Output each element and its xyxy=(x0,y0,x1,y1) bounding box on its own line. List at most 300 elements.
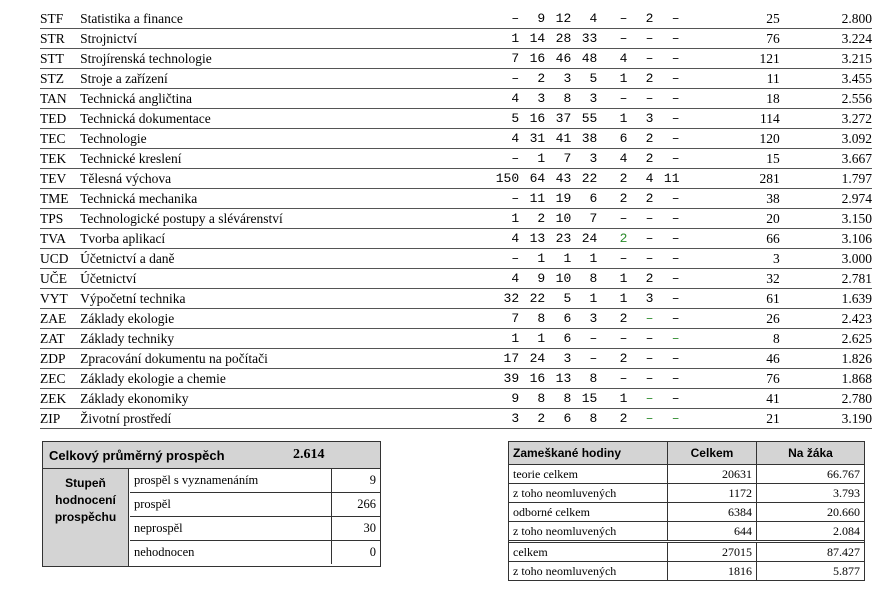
absences-row xyxy=(509,542,864,562)
absences-label: odborné celkem xyxy=(509,503,668,522)
grade-count: 9 xyxy=(481,389,519,409)
subject-average: 3.092 xyxy=(780,129,872,149)
subject-total: 26 xyxy=(680,309,780,329)
grade-count: – xyxy=(627,389,653,409)
grade-count: 10 xyxy=(545,269,571,289)
grade-count: – xyxy=(627,309,653,329)
grade-count: 1 xyxy=(519,329,545,349)
grade-count: 2 xyxy=(519,209,545,229)
overall-grade-header xyxy=(43,442,380,469)
grade-count: – xyxy=(627,89,653,109)
subject-total: 32 xyxy=(680,269,780,289)
grade-count: – xyxy=(653,189,679,209)
grade-count: 2 xyxy=(597,309,627,329)
absences-row xyxy=(509,465,864,484)
subject-row xyxy=(40,369,872,389)
grade-count: 2 xyxy=(597,229,627,249)
grade-count: 8 xyxy=(545,389,571,409)
grade-count: 4 xyxy=(481,229,519,249)
grade-level-label-line: hodnocení xyxy=(55,493,116,507)
grade-count: 2 xyxy=(627,149,653,169)
subject-code: ZAE xyxy=(40,309,80,329)
absences-per-student: 87.427 xyxy=(757,542,865,562)
grade-count: 8 xyxy=(519,389,545,409)
grade-count: 11 xyxy=(653,169,679,189)
grade-count: 37 xyxy=(545,109,571,129)
absences-header-per: Na žáka xyxy=(757,442,865,465)
subject-row xyxy=(40,49,872,69)
subject-average: 2.781 xyxy=(780,269,872,289)
absences-per-student: 2.084 xyxy=(757,522,865,542)
grade-count: 2 xyxy=(597,169,627,189)
grade-count: 16 xyxy=(519,49,545,69)
absences-per-student: 20.660 xyxy=(757,503,865,522)
subject-average: 1.826 xyxy=(780,349,872,369)
grade-count: – xyxy=(597,249,627,269)
grade-count: – xyxy=(653,289,679,309)
grade-count: 9 xyxy=(519,269,545,289)
subject-name: Základy techniky xyxy=(80,329,481,349)
grade-count: 22 xyxy=(519,289,545,309)
subject-code: VYT xyxy=(40,289,80,309)
grade-count: – xyxy=(597,9,627,29)
subject-average: 1.868 xyxy=(780,369,872,389)
subject-name: Základy ekologie a chemie xyxy=(80,369,481,389)
grade-count: – xyxy=(653,229,679,249)
subject-name: Základy ekonomiky xyxy=(80,389,481,409)
absences-total: 20631 xyxy=(668,465,757,484)
subject-name: Technická angličtina xyxy=(80,89,481,109)
grade-count: – xyxy=(627,409,653,429)
subject-name: Technická mechanika xyxy=(80,189,481,209)
subject-average: 2.974 xyxy=(780,189,872,209)
grade-count: – xyxy=(653,269,679,289)
subject-row xyxy=(40,29,872,49)
grade-count: 7 xyxy=(571,209,597,229)
grade-count: 10 xyxy=(545,209,571,229)
grade-count: 4 xyxy=(627,169,653,189)
subject-code: TAN xyxy=(40,89,80,109)
grade-count: – xyxy=(597,29,627,49)
subject-row xyxy=(40,169,872,189)
grade-count: 2 xyxy=(627,129,653,149)
grade-count: 28 xyxy=(545,29,571,49)
absences-per-student: 5.877 xyxy=(757,562,865,581)
grade-count: – xyxy=(571,349,597,369)
subject-average: 3.667 xyxy=(780,149,872,169)
subject-row xyxy=(40,69,872,89)
subject-total: 15 xyxy=(680,149,780,169)
grade-count: 3 xyxy=(571,309,597,329)
grade-count: 1 xyxy=(481,209,519,229)
grade-count: 3 xyxy=(627,289,653,309)
grade-level-label-line: Stupeň xyxy=(65,476,106,490)
subject-name: Technické kreslení xyxy=(80,149,481,169)
grade-level-row xyxy=(130,517,380,541)
subjects-table xyxy=(40,9,872,429)
subject-total: 66 xyxy=(680,229,780,249)
grade-level-label-line: prospěchu xyxy=(54,510,117,524)
subject-code: TEK xyxy=(40,149,80,169)
grade-count: 7 xyxy=(545,149,571,169)
grade-count: – xyxy=(653,129,679,149)
subject-average: 2.625 xyxy=(780,329,872,349)
subject-average: 3.150 xyxy=(780,209,872,229)
subject-average: 2.556 xyxy=(780,89,872,109)
grade-level-label xyxy=(43,469,129,566)
grade-count: 31 xyxy=(519,129,545,149)
grade-level-count: 9 xyxy=(332,469,381,493)
grade-count: 19 xyxy=(545,189,571,209)
grade-count: – xyxy=(653,29,679,49)
grade-count: 8 xyxy=(571,409,597,429)
grade-count: 4 xyxy=(481,89,519,109)
grade-count: 5 xyxy=(571,69,597,89)
grade-count: – xyxy=(653,49,679,69)
grade-count: 4 xyxy=(597,49,627,69)
grade-count: 6 xyxy=(545,409,571,429)
grade-count: – xyxy=(627,329,653,349)
grade-count: 1 xyxy=(481,29,519,49)
subject-code: ZEK xyxy=(40,389,80,409)
absences-total: 1816 xyxy=(668,562,757,581)
grade-count: 12 xyxy=(545,9,571,29)
grade-count: 7 xyxy=(481,49,519,69)
subject-total: 20 xyxy=(680,209,780,229)
grade-count: 13 xyxy=(519,229,545,249)
grade-count: 3 xyxy=(571,89,597,109)
subject-total: 114 xyxy=(680,109,780,129)
grade-count: 1 xyxy=(597,69,627,89)
grade-count: 3 xyxy=(481,409,519,429)
subject-name: Základy ekologie xyxy=(80,309,481,329)
absences-row xyxy=(509,484,864,503)
subject-name: Technická dokumentace xyxy=(80,109,481,129)
absences-box xyxy=(508,441,865,581)
grade-count: 1 xyxy=(545,249,571,269)
grade-count: 7 xyxy=(481,309,519,329)
subject-average: 3.224 xyxy=(780,29,872,49)
absences-per-student: 66.767 xyxy=(757,465,865,484)
subject-row xyxy=(40,309,872,329)
grade-count: 17 xyxy=(481,349,519,369)
subject-total: 3 xyxy=(680,249,780,269)
subject-total: 21 xyxy=(680,409,780,429)
grade-count: – xyxy=(653,69,679,89)
grade-count: – xyxy=(653,369,679,389)
grade-level-count: 30 xyxy=(332,517,381,541)
grade-count: 1 xyxy=(597,109,627,129)
grade-count: – xyxy=(653,249,679,269)
grade-count: – xyxy=(627,49,653,69)
subject-code: STT xyxy=(40,49,80,69)
absences-total: 6384 xyxy=(668,503,757,522)
grade-count: – xyxy=(627,29,653,49)
subject-name: Technologické postupy a slévárenství xyxy=(80,209,481,229)
grade-level-row xyxy=(130,541,380,565)
subject-code: TVA xyxy=(40,229,80,249)
grade-count: – xyxy=(627,229,653,249)
absences-header-row xyxy=(509,442,864,465)
subject-name: Zpracování dokumentu na počítači xyxy=(80,349,481,369)
grade-count: 2 xyxy=(519,409,545,429)
subject-code: STZ xyxy=(40,69,80,89)
subject-row xyxy=(40,269,872,289)
subject-code: ZEC xyxy=(40,369,80,389)
grade-count: – xyxy=(597,329,627,349)
grade-count: 14 xyxy=(519,29,545,49)
absences-label: teorie celkem xyxy=(509,465,668,484)
subject-code: STR xyxy=(40,29,80,49)
grade-count: 24 xyxy=(571,229,597,249)
overall-grade-value: 2.614 xyxy=(293,447,325,462)
grade-count: 1 xyxy=(519,249,545,269)
absences-row xyxy=(509,562,864,581)
grade-count: – xyxy=(627,249,653,269)
subject-row xyxy=(40,229,872,249)
grade-level-name: prospěl s vyznamenáním xyxy=(130,469,332,493)
subject-average: 3.190 xyxy=(780,409,872,429)
grade-count: 55 xyxy=(571,109,597,129)
grade-count: 8 xyxy=(571,369,597,389)
subject-name: Stroje a zařízení xyxy=(80,69,481,89)
subject-name: Technologie xyxy=(80,129,481,149)
absences-per-student: 3.793 xyxy=(757,484,865,503)
grade-count: 2 xyxy=(597,409,627,429)
absences-table xyxy=(509,442,864,580)
subject-row xyxy=(40,109,872,129)
subject-row xyxy=(40,149,872,169)
grade-count: 39 xyxy=(481,369,519,389)
subject-name: Účetnictví xyxy=(80,269,481,289)
grade-count: 1 xyxy=(597,289,627,309)
absences-total: 27015 xyxy=(668,542,757,562)
grade-count: 3 xyxy=(545,69,571,89)
subject-total: 8 xyxy=(680,329,780,349)
grade-count: 3 xyxy=(571,149,597,169)
grade-count: 1 xyxy=(571,289,597,309)
grade-count: 9 xyxy=(519,9,545,29)
grade-count: 1 xyxy=(597,389,627,409)
subject-average: 2.800 xyxy=(780,9,872,29)
grade-count: – xyxy=(653,149,679,169)
grade-count: 2 xyxy=(627,189,653,209)
subject-code: TME xyxy=(40,189,80,209)
grade-count: – xyxy=(597,209,627,229)
subject-row xyxy=(40,289,872,309)
subject-total: 121 xyxy=(680,49,780,69)
grade-count: 1 xyxy=(597,269,627,289)
grade-count: – xyxy=(653,89,679,109)
absences-row xyxy=(509,503,864,522)
subject-code: ZIP xyxy=(40,409,80,429)
grade-count: – xyxy=(481,149,519,169)
subject-total: 76 xyxy=(680,369,780,389)
grade-count: 150 xyxy=(481,169,519,189)
grade-count: 5 xyxy=(481,109,519,129)
subject-average: 2.780 xyxy=(780,389,872,409)
overall-grade-title: Celkový průměrný prospěch xyxy=(49,448,225,463)
absences-label: z toho neomluvených xyxy=(513,563,617,578)
subject-code: TED xyxy=(40,109,80,129)
grade-count: 3 xyxy=(519,89,545,109)
subject-row xyxy=(40,249,872,269)
subject-code: ZDP xyxy=(40,349,80,369)
subject-total: 61 xyxy=(680,289,780,309)
grade-level-name: neprospěl xyxy=(130,517,332,541)
subject-average: 3.455 xyxy=(780,69,872,89)
absences-header-label: Zameškané hodiny xyxy=(509,442,668,465)
subject-name: Účetnictví a daně xyxy=(80,249,481,269)
absences-row xyxy=(509,522,864,542)
grade-count: 6 xyxy=(571,189,597,209)
grade-count: 8 xyxy=(519,309,545,329)
grade-count: – xyxy=(481,9,519,29)
grade-count: 4 xyxy=(481,269,519,289)
grade-count: – xyxy=(653,309,679,329)
subject-code: ZAT xyxy=(40,329,80,349)
grade-count: – xyxy=(653,349,679,369)
grade-count: 3 xyxy=(627,109,653,129)
subject-name: Strojírenská technologie xyxy=(80,49,481,69)
grade-count: 13 xyxy=(545,369,571,389)
subject-code: TPS xyxy=(40,209,80,229)
grade-count: 2 xyxy=(597,349,627,369)
grade-level-count: 266 xyxy=(332,493,381,517)
grade-count: 16 xyxy=(519,109,545,129)
grade-count: 38 xyxy=(571,129,597,149)
grade-count: – xyxy=(653,409,679,429)
grade-count: 4 xyxy=(597,149,627,169)
subject-average: 1.639 xyxy=(780,289,872,309)
grade-count: 11 xyxy=(519,189,545,209)
grade-count: 1 xyxy=(519,149,545,169)
subject-row xyxy=(40,189,872,209)
subject-row xyxy=(40,9,872,29)
grade-count: 15 xyxy=(571,389,597,409)
grade-count: 8 xyxy=(571,269,597,289)
subject-code: TEC xyxy=(40,129,80,149)
grade-count: – xyxy=(653,209,679,229)
subject-average: 3.215 xyxy=(780,49,872,69)
grade-count: 2 xyxy=(627,69,653,89)
subject-total: 76 xyxy=(680,29,780,49)
subject-average: 3.000 xyxy=(780,249,872,269)
subject-average: 2.423 xyxy=(780,309,872,329)
subject-name: Tělesná výchova xyxy=(80,169,481,189)
grade-count: 48 xyxy=(571,49,597,69)
subject-total: 46 xyxy=(680,349,780,369)
subject-code: TEV xyxy=(40,169,80,189)
absences-label: z toho neomluvených xyxy=(509,522,668,542)
subject-name: Výpočetní technika xyxy=(80,289,481,309)
grade-count: 3 xyxy=(545,349,571,369)
grade-count: 64 xyxy=(519,169,545,189)
grade-count: – xyxy=(627,369,653,389)
grade-count: 43 xyxy=(545,169,571,189)
subject-name: Statistika a finance xyxy=(80,9,481,29)
grade-count: 2 xyxy=(627,9,653,29)
absences-total: 644 xyxy=(668,522,757,542)
grade-count: 6 xyxy=(545,309,571,329)
grade-count: 2 xyxy=(519,69,545,89)
subject-code: UČE xyxy=(40,269,80,289)
subject-name: Životní prostředí xyxy=(80,409,481,429)
grade-count: – xyxy=(653,329,679,349)
grade-count: 16 xyxy=(519,369,545,389)
subject-average: 3.272 xyxy=(780,109,872,129)
absences-label: celkem xyxy=(509,542,668,562)
subject-row xyxy=(40,389,872,409)
subject-code: STF xyxy=(40,9,80,29)
grade-count: 5 xyxy=(545,289,571,309)
grade-count: 4 xyxy=(481,129,519,149)
grade-count: – xyxy=(627,209,653,229)
grade-count: – xyxy=(481,249,519,269)
subject-total: 18 xyxy=(680,89,780,109)
grade-level-count: 0 xyxy=(332,541,381,565)
subject-total: 120 xyxy=(680,129,780,149)
subject-row xyxy=(40,89,872,109)
subject-code: UCD xyxy=(40,249,80,269)
grade-level-row xyxy=(130,469,380,493)
subject-total: 25 xyxy=(680,9,780,29)
grade-count: 23 xyxy=(545,229,571,249)
grade-count: – xyxy=(571,329,597,349)
grade-count: – xyxy=(627,349,653,369)
subject-total: 38 xyxy=(680,189,780,209)
grade-count: 33 xyxy=(571,29,597,49)
overall-grade-box xyxy=(42,441,381,567)
subject-name: Strojnictví xyxy=(80,29,481,49)
grade-count: 6 xyxy=(597,129,627,149)
grade-count: 8 xyxy=(545,89,571,109)
grade-count: 1 xyxy=(481,329,519,349)
grade-count: 24 xyxy=(519,349,545,369)
subject-average: 1.797 xyxy=(780,169,872,189)
subject-name: Tvorba aplikací xyxy=(80,229,481,249)
subject-row xyxy=(40,329,872,349)
grade-level-name: prospěl xyxy=(130,493,332,517)
subject-row xyxy=(40,349,872,369)
subject-row xyxy=(40,129,872,149)
grade-count: 41 xyxy=(545,129,571,149)
subject-row xyxy=(40,409,872,429)
grade-count: 6 xyxy=(545,329,571,349)
grade-count: – xyxy=(597,89,627,109)
grade-count: – xyxy=(653,389,679,409)
grade-count: 4 xyxy=(571,9,597,29)
grade-count: – xyxy=(653,9,679,29)
subject-average: 3.106 xyxy=(780,229,872,249)
grade-level-row xyxy=(130,493,380,517)
subject-row xyxy=(40,209,872,229)
grade-count: – xyxy=(481,189,519,209)
grade-count: 2 xyxy=(627,269,653,289)
absences-label: z toho neomluvených xyxy=(509,484,668,503)
grade-count: – xyxy=(481,69,519,89)
grade-count: – xyxy=(597,369,627,389)
grade-count: 32 xyxy=(481,289,519,309)
subject-total: 41 xyxy=(680,389,780,409)
absences-header-total: Celkem xyxy=(668,442,757,465)
grade-count: 2 xyxy=(597,189,627,209)
grade-count: 22 xyxy=(571,169,597,189)
grade-count: 46 xyxy=(545,49,571,69)
subject-total: 281 xyxy=(680,169,780,189)
grade-count: – xyxy=(653,109,679,129)
grade-level-table xyxy=(130,469,380,564)
